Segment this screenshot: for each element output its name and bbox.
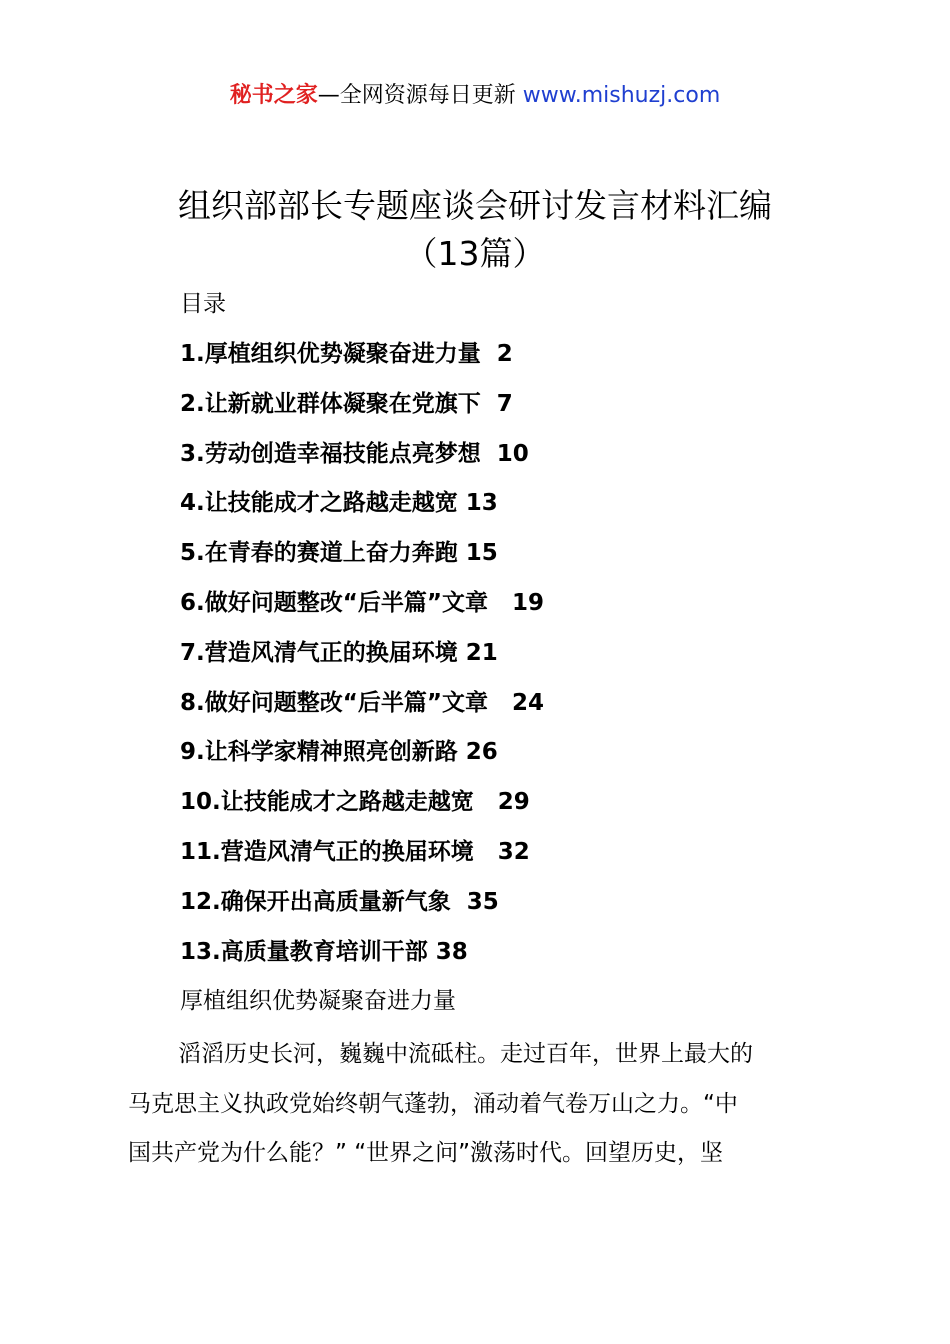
paragraph-line-1: 滔滔历史长河，巍巍中流砥柱。走过百年，世界上最大的 [178, 1041, 753, 1067]
table-of-contents [180, 336, 544, 983]
toc-item-8: 8.做好问题整改“后半篇”文章 24 [180, 689, 545, 716]
toc-item-9: 9.让科学家精神照亮创新路 26 [180, 739, 498, 766]
toc-item-2: 2.让新就业群体凝聚在党旗下 7 [180, 390, 513, 417]
site-url-link[interactable]: www.mishuzj.com [522, 83, 721, 108]
toc-item-12: 12.确保开出高质量新气象 35 [180, 888, 499, 915]
brand-name: 秘书之家 [229, 83, 318, 108]
banner-tagline: —全网资源每日更新 [317, 83, 516, 108]
toc-item-6: 6.做好问题整改“后半篇”文章 19 [180, 589, 545, 616]
toc-item-11: 11.营造风清气正的换届环境 32 [180, 838, 530, 865]
document-title [0, 182, 950, 278]
toc-item-4: 4.让技能成才之路越走越宽 13 [180, 490, 498, 517]
toc-item-7: 7.营造风清气正的换届环境 21 [180, 639, 498, 666]
paragraph-line-3: 国共产党为什么能？” “世界之问”激荡时代。回望历史，坚 [128, 1140, 724, 1166]
document-title-line-2: （13篇） [404, 234, 546, 273]
document-title-line-1: 组织部部长专题座谈会研讨发言材料汇编 [178, 186, 772, 225]
paragraph-line-2: 马克思主义执政党始终朝气蓬勃，涌动着气卷万山之力。“中 [128, 1090, 738, 1117]
site-banner [0, 80, 950, 112]
section-heading: 厚植组织优势凝聚奋进力量 [180, 988, 456, 1014]
body-paragraph [128, 1030, 833, 1179]
toc-item-3: 3.劳动创造幸福技能点亮梦想 10 [180, 440, 529, 467]
toc-item-1: 1.厚植组织优势凝聚奋进力量 2 [180, 341, 513, 367]
toc-item-5: 5.在青春的赛道上奋力奔跑 15 [180, 540, 498, 567]
toc-item-13: 13.高质量教育培训干部 38 [180, 938, 468, 965]
toc-item-10: 10.让技能成才之路越走越宽 29 [180, 789, 530, 816]
toc-heading: 目录 [180, 291, 226, 317]
